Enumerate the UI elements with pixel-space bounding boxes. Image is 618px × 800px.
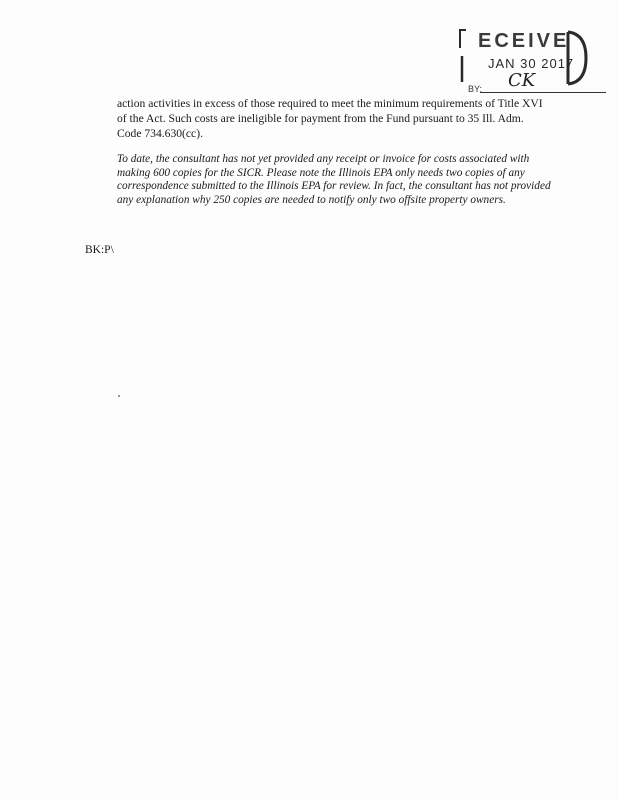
stamp-initials: CK bbox=[508, 70, 536, 91]
stamp-by-label: BY: bbox=[468, 84, 483, 94]
received-stamp bbox=[456, 26, 588, 96]
body-paragraph-2: To date, the consultant has not yet provided any receipt or invoice for costs associated with making 600 copies for the SICR. Please note the Illinois EPA only needs two copies of any correspondence submitted to the Illinois EPA for review. In fact, the consultant has not provided any explanation why 250 copies are needed to notify only two offsite property owners. bbox=[117, 153, 551, 206]
typist-initials: BK:P\ bbox=[85, 244, 114, 256]
body-paragraph-1: action activities in excess of those required to meet the minimum requirements of Title XVI of the Act. Such costs are ineligible for payment from the Fund pursuant to 35 Ill. Adm. Code 734.630(cc). bbox=[117, 97, 543, 140]
stamp-date: JAN 30 2017 bbox=[488, 56, 575, 71]
stamp-received-word: ECEIVE bbox=[478, 30, 570, 52]
stamp-signature-line bbox=[480, 92, 606, 93]
scan-speck bbox=[118, 395, 120, 397]
